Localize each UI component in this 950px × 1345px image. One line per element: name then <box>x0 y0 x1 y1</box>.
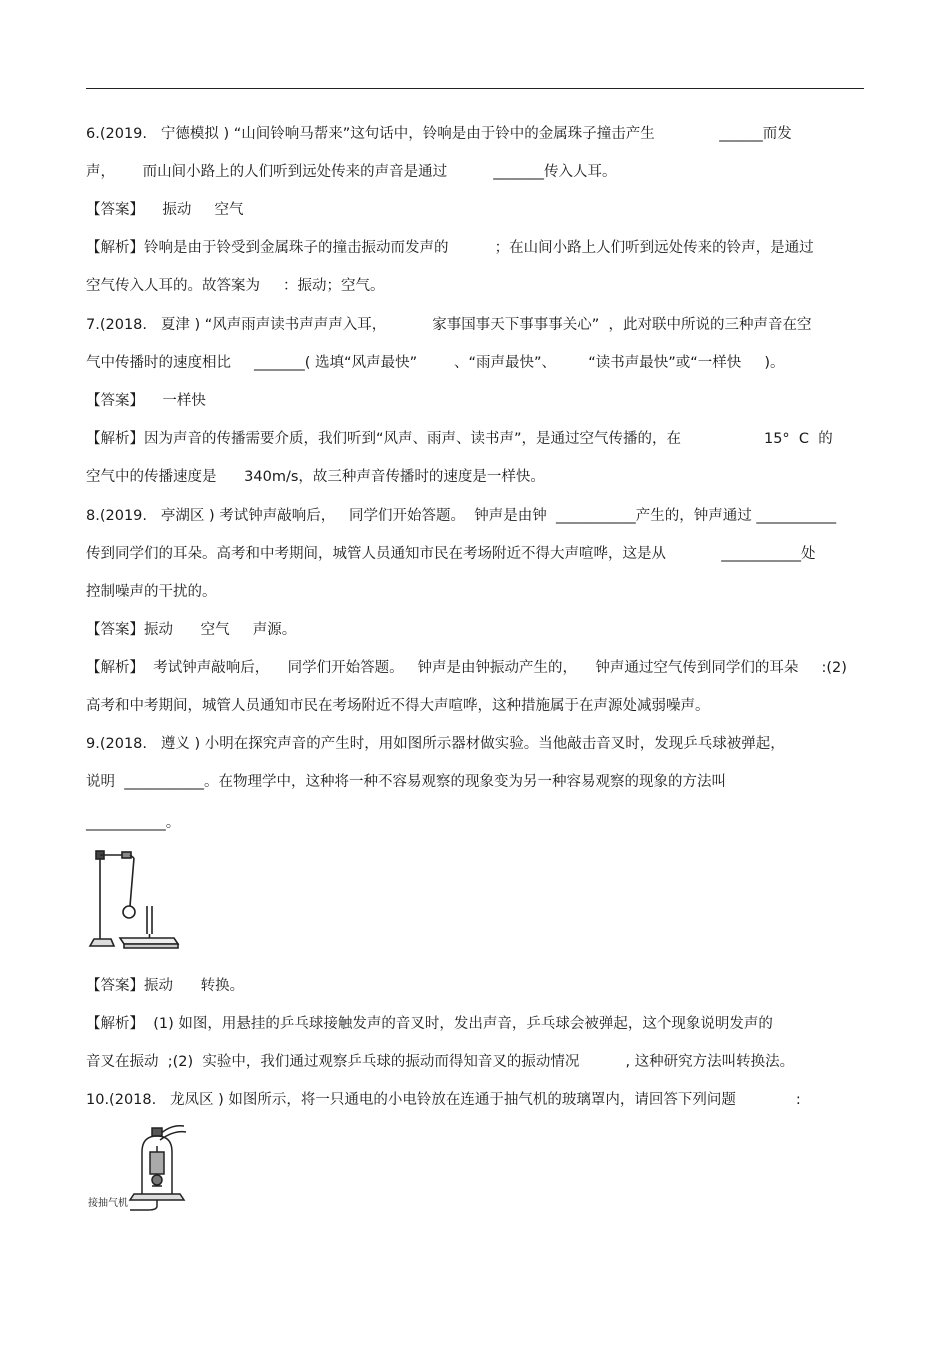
q6-answer: 【答案】 振动 空气 <box>86 202 244 218</box>
q7-line-2: 气中传播时的速度相比 _______( 选填“风声最快” 、“雨声最快”、 “读书声最快”或“一样快 )。 <box>86 355 785 371</box>
q8-analysis-1: 【解析】 考试钟声敲响后， 同学们开始答题。 钟声是由钟振动产生的， 钟声通过空气传到同学们的耳朵 :(2) <box>86 660 847 676</box>
q8-analysis-2: 高考和中考期间，城管人员通知市民在考场附近不得大声喧哗，这种措施属于在声源处减弱噪声。 <box>86 698 710 714</box>
q6-line-2: 声， 而山间小路上的人们听到远处传来的声音是通过 _______传入人耳。 <box>86 164 617 180</box>
q6-line-1: 6.(2019. 宁德模拟 ) “山间铃响马帮来”这句话中，铃响是由于铃中的金属珠子撞击产生 ______而发 <box>86 126 792 142</box>
q9-answer: 【答案】振动 转换。 <box>86 978 245 994</box>
q8-line-3: 控制噪声的干扰的。 <box>86 584 217 600</box>
q9-analysis-1: 【解析】 (1) 如图，用悬挂的乒乓球接触发声的音叉时，发出声音，乒乓球会被弹起，这个现象说明发声的 <box>86 1016 773 1032</box>
q7-answer: 【答案】 一样快 <box>86 393 206 409</box>
q8-answer: 【答案】振动 空气 声源。 <box>86 622 297 638</box>
q9-line-2: 说明 ___________。在物理学中，这种将一种不容易观察的现象变为另一种容易观察的现象的方法叫 <box>86 774 726 790</box>
q8-line-2: 传到同学们的耳朵。高考和中考期间，城管人员通知市民在考场附近不得大声喧哗，这是从 ___________处 <box>86 546 816 562</box>
q8-line-1: 8.(2019. 亭湖区 ) 考试钟声敲响后， 同学们开始答题。 钟声是由钟 ___________产生的，钟声通过 ___________ <box>86 508 837 524</box>
q6-analysis-1: 【解析】铃响是由于铃受到金属珠子的撞击振动而发声的 ；在山间小路上人们听到远处传来的铃声，是通过 <box>86 240 814 256</box>
q9-analysis-2: 音叉在振动 ;(2) 实验中，我们通过观察乒乓球的振动而得知音叉的振动情况 , 这种研究方法叫转换法。 <box>86 1054 795 1070</box>
q7-line-1: 7.(2018. 夏津 ) “风声雨声读书声声声入耳， 家事国事天下事事事关心” ，此对联中所说的三种声音在空 <box>86 317 812 333</box>
pump-label: 接抽气机 <box>88 1198 128 1209</box>
q6-analysis-2: 空气传入人耳的。故答案为 ：振动；空气。 <box>86 278 385 294</box>
q10-line-1: 10.(2018. 龙凤区 ) 如图所示，将一只通电的小电铃放在连通于抽气机的玻璃罩内，请回答下列问题 : <box>86 1092 801 1108</box>
q9-line-1: 9.(2018. 遵义 ) 小明在探究声音的产生时，用如图所示器材做实验。当他敲击音叉时，发现乒乓球被弹起， <box>86 736 785 752</box>
q7-analysis-1: 【解析】因为声音的传播需要介质，我们听到“风声、雨声、读书声”，是通过空气传播的，在 15° C 的 <box>86 431 833 447</box>
q7-analysis-2: 空气中的传播速度是 340m/s，故三种声音传播时的速度是一样快。 <box>86 469 545 485</box>
q9-line-3: ___________。 <box>86 815 181 831</box>
header-rule <box>86 88 864 89</box>
bell-jar-figure <box>86 1122 196 1214</box>
tuning-fork-figure <box>86 846 186 954</box>
